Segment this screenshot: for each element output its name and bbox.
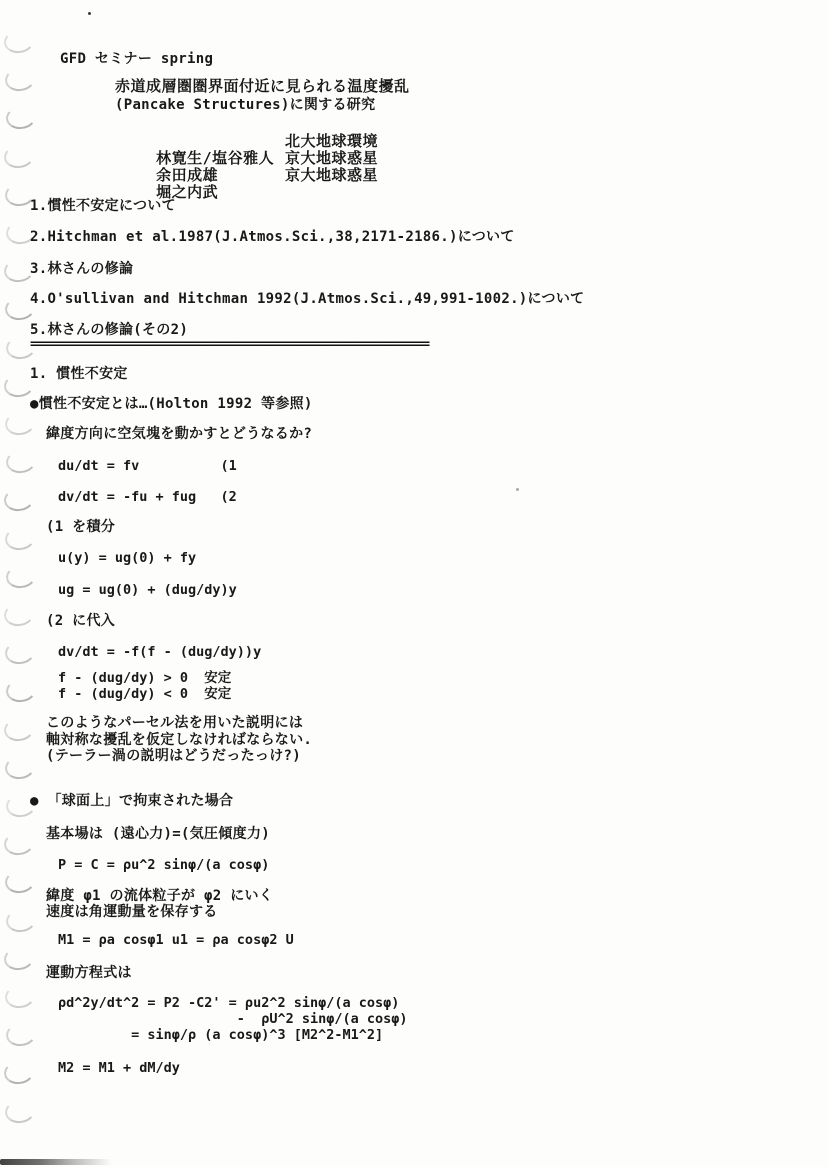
binder-hole-icon [5, 104, 38, 131]
equation: dv/dt = -f(f - (dug/dy))y [58, 644, 262, 660]
author-affiliation: 京大地球惑星 [285, 149, 379, 167]
section1-bullet: ●慣性不安定とは…(Holton 1992 等参照) [30, 396, 313, 412]
ink-speck-icon [516, 488, 519, 491]
binder-hole-icon [3, 830, 36, 857]
basic-state-line: 基本場は (遠心力)=(気圧傾度力) [46, 826, 270, 842]
binder-hole-icon [5, 448, 38, 475]
equation: P = C = ρu^2 sinφ/(a cosφ) [58, 857, 270, 873]
doc-header: GFD セミナー spring [60, 51, 214, 67]
equation: ug = ug(0) + (dug/dy)y [58, 582, 237, 598]
binder-hole-icon [3, 486, 36, 513]
agenda-item: 2.Hitchman et al.1987(J.Atmos.Sci.,38,2171-2186.)について [30, 229, 515, 245]
equation: u(y) = ug(0) + fy [58, 550, 197, 566]
equation: - ρU^2 sinφ/(a cosφ) [58, 1011, 408, 1027]
agenda-item: 3.林さんの修論 [30, 261, 134, 277]
stability-condition: f - (dug/dy) > 0 安定 [58, 670, 232, 686]
agenda-item: 5.林さんの修論(その2) [30, 322, 189, 338]
binder-hole-icon [5, 907, 38, 934]
binder-hole-icon [5, 563, 38, 590]
equation: dv/dt = -fu + fug (2 [58, 489, 237, 505]
note-line: (テーラー渦の説明はどうだったっけ?) [46, 748, 301, 764]
parcel-line: 速度は角運動量を保存する [46, 904, 218, 920]
binder-hole-icon [3, 716, 36, 743]
doc-title-line2: (Pancake Structures)に関する研究 [115, 97, 376, 113]
section-divider: =============================================================== [30, 337, 429, 352]
binder-hole-icon [4, 868, 37, 895]
binder-hole-icon [5, 677, 38, 704]
binder-hole-icon [4, 66, 37, 93]
agenda-item: 1.慣性不安定について [30, 198, 176, 214]
doc-title-line1: 赤道成層圏圏界面付近に見られる温度擾乱 [115, 77, 410, 95]
scan-smudge [0, 1159, 112, 1165]
author-row [118, 167, 538, 236]
binder-hole-icon [3, 28, 36, 55]
binder-hole-icon [3, 945, 36, 972]
note-line: 軸対称な擾乱を仮定しなければならない. [46, 732, 313, 748]
binder-hole-icon [3, 1059, 36, 1086]
equation: = sinφ/ρ (a cosφ)^3 [M2^2-M1^2] [58, 1027, 384, 1043]
binder-hole-icon [4, 1098, 37, 1125]
binder-hole-icon [4, 639, 37, 666]
derivation-step: (2 に代入 [46, 613, 116, 629]
equation: M1 = ρa cosφ1 u1 = ρa cosφ2 U [58, 932, 294, 948]
binder-hole-icon [3, 601, 36, 628]
eom-label: 運動方程式は [46, 965, 132, 981]
binder-hole-icon [4, 983, 37, 1010]
section1-heading: 1. 慣性不安定 [30, 366, 128, 382]
equation: ρd^2y/dt^2 = P2 -C2' = ρu2^2 sinφ/(a cosφ) [58, 995, 400, 1011]
equation: M2 = M1 + dM/dy [58, 1060, 180, 1076]
equation: du/dt = fv (1 [58, 458, 237, 474]
parcel-line: 緯度 φ1 の流体粒子が φ2 にいく [46, 888, 274, 904]
derivation-step: (1 を積分 [46, 519, 116, 535]
agenda-item: 4.O'sullivan and Hitchman 1992(J.Atmos.Sci.,49,991-1002.)について [30, 291, 585, 307]
author-affiliation: 京大地球惑星 [285, 166, 379, 184]
stability-condition: f - (dug/dy) < 0 安定 [58, 686, 232, 702]
binder-hole-icon [3, 143, 36, 170]
binder-hole-icon [4, 410, 37, 437]
author-affiliation: 北大地球環境 [285, 132, 379, 150]
ink-speck-icon [88, 12, 91, 15]
binder-hole-icon [4, 525, 37, 552]
author-name: 余田成雄 [156, 166, 219, 185]
section1-question: 緯度方向に空気塊を動かすとどうなるか? [46, 426, 313, 442]
author-name: 堀之内武 [156, 183, 219, 202]
binder-hole-icon [5, 1021, 38, 1048]
note-line: このようなパーセル法を用いた説明には [46, 715, 304, 731]
binder-hole-icon [4, 754, 37, 781]
section2-bullet: ● 「球面上」で拘束された場合 [30, 793, 234, 809]
author-name: 林寛生/塩谷雅人 [156, 149, 275, 168]
